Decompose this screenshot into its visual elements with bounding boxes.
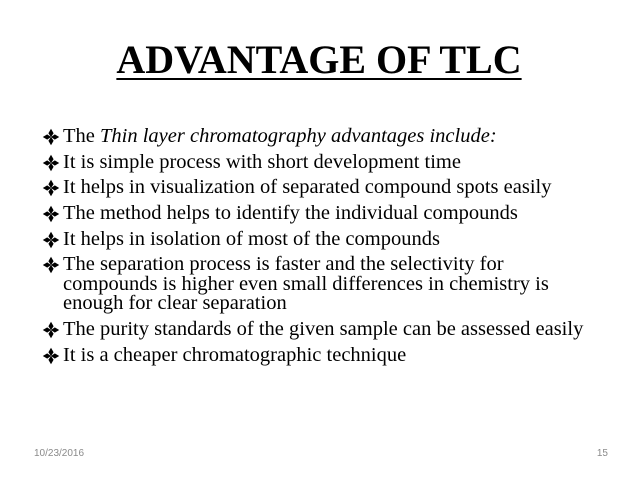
- four-diamond-bullet-icon: [42, 128, 60, 146]
- bullet-text: It helps in isolation of most of the compounds: [63, 227, 440, 250]
- bullet-item: [42, 343, 602, 366]
- bullet-text: It is a cheaper chromatographic technique: [63, 343, 407, 366]
- four-diamond-bullet-icon: [42, 256, 60, 274]
- four-diamond-bullet-icon: [42, 154, 60, 172]
- bullet-item: [42, 204, 602, 224]
- bullet-text: The purity standards of the given sample can be assessed easily: [63, 318, 584, 341]
- bullet-intro-italic: Thin layer chromatography advantages include:: [100, 125, 497, 147]
- bullet-text: It helps in visualization of separated compound spots easily: [63, 176, 552, 199]
- bullet-item-intro: [42, 127, 602, 147]
- four-diamond-bullet-icon: [42, 347, 60, 365]
- page-number: 15: [596, 448, 608, 459]
- bullet-text: The separation process is faster and the selectivity for compounds is higher even small differences in chemistry is enough for clear separation: [63, 253, 549, 315]
- bullet-item: [42, 227, 602, 250]
- slide-title: [0, 36, 638, 84]
- four-diamond-bullet-icon: [42, 321, 60, 339]
- four-diamond-bullet-icon: [42, 205, 60, 223]
- slide-title-text: ADVANTAGE OF TLC: [116, 37, 522, 82]
- bullet-text: It is simple process with short development time: [63, 150, 461, 173]
- bullet-item: [42, 178, 602, 198]
- bullet-intro-lead: The: [63, 125, 100, 147]
- bullet-item: [42, 255, 602, 314]
- footer-date: 10/23/2016: [34, 448, 85, 459]
- bullet-text: The method helps to identify the individual compounds: [63, 202, 518, 225]
- four-diamond-bullet-icon: [42, 231, 60, 249]
- bullet-item: [42, 150, 602, 173]
- four-diamond-bullet-icon: [42, 179, 60, 197]
- bullet-item: [42, 320, 602, 340]
- bullet-list: [42, 127, 602, 372]
